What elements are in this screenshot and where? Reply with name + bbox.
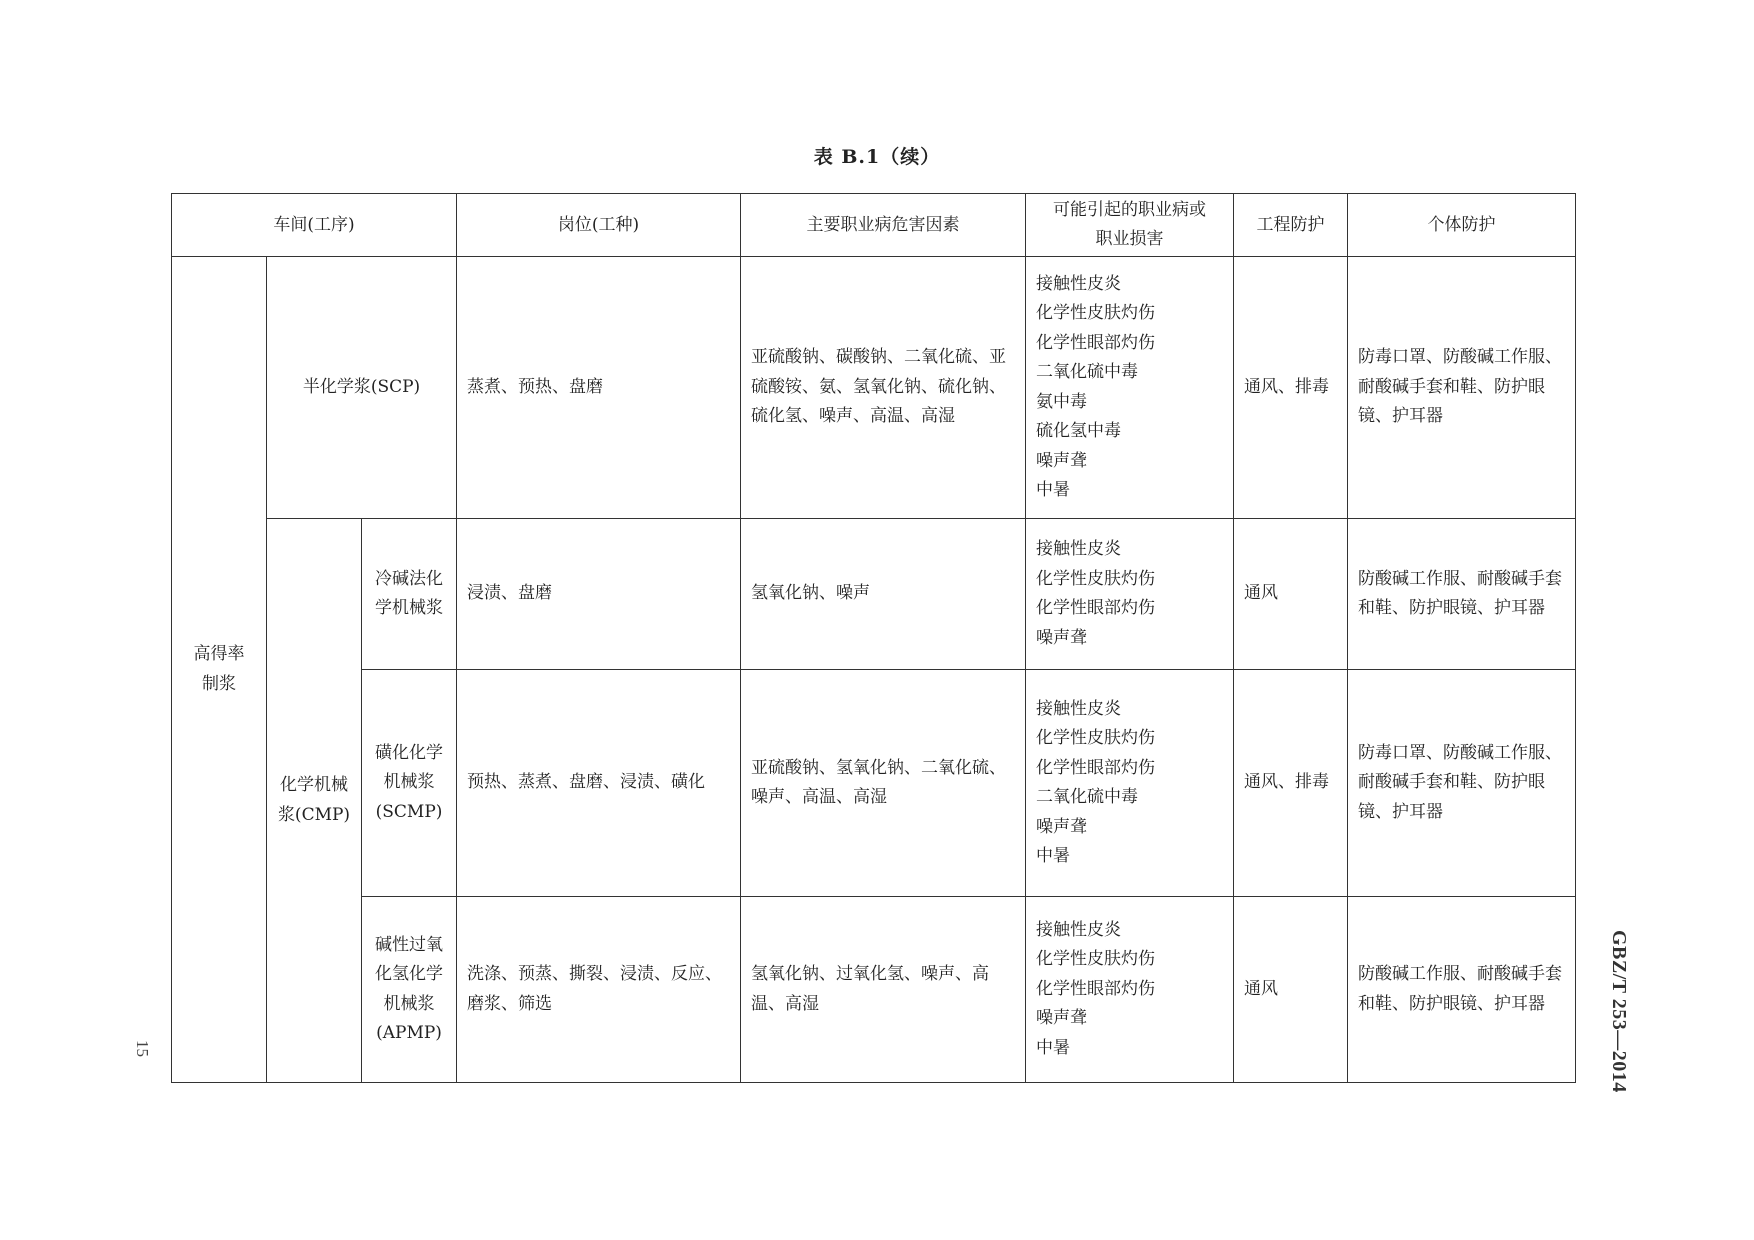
cell-personal-scmp: 防毒口罩、防酸碱工作服、耐酸碱手套和鞋、防护眼镜、护耳器 <box>1348 670 1576 897</box>
cell-workshop-scp: 半化学浆(SCP) <box>267 257 457 519</box>
cell-subprocess-apmp <box>362 897 457 1083</box>
cell-diseases-scmp <box>1026 670 1234 897</box>
disease-item: 化学性眼部灼伤 <box>1036 598 1156 618</box>
header-diseases-line1: 可能引起的职业病或 <box>1053 200 1207 220</box>
disease-item: 氨中毒 <box>1036 391 1088 412</box>
subprocess-line: (APMP) <box>376 1023 442 1043</box>
group-high-yield-line2: 制浆 <box>202 673 236 694</box>
disease-item: 中暑 <box>1036 480 1071 500</box>
disease-item: 接触性皮炎 <box>1036 539 1122 559</box>
disease-item: 二氧化硫中毒 <box>1036 787 1139 807</box>
disease-item: 化学性眼部灼伤 <box>1036 332 1156 353</box>
cell-diseases-cold-caustic <box>1026 519 1234 670</box>
hazard-table-container <box>171 193 1575 1083</box>
cell-post-apmp: 洗涤、预蒸、撕裂、浸渍、反应、磨浆、筛选 <box>457 897 741 1083</box>
subprocess-line: 学机械浆 <box>375 598 444 618</box>
disease-item: 二氧化硫中毒 <box>1036 362 1139 382</box>
cell-post-cold-caustic: 浸渍、盘磨 <box>457 519 741 670</box>
subprocess-line: 磺化化学 <box>375 742 444 763</box>
cell-engineering-cold-caustic: 通风 <box>1234 519 1348 670</box>
header-personal: 个体防护 <box>1348 194 1576 257</box>
disease-item: 化学性皮肤灼伤 <box>1036 303 1156 323</box>
header-engineering: 工程防护 <box>1234 194 1348 257</box>
cell-factors-scp: 亚硫酸钠、碳酸钠、二氧化硫、亚硫酸铵、氨、氢氧化钠、硫化钠、硫化氢、噪声、高温、高湿 <box>741 257 1026 519</box>
cell-post-scp: 蒸煮、预热、盘磨 <box>457 257 741 519</box>
disease-item: 噪声聋 <box>1036 450 1088 471</box>
header-workshop: 车间(工序) <box>172 194 457 257</box>
group-high-yield-pulping <box>172 257 267 1083</box>
disease-item: 接触性皮炎 <box>1036 698 1122 719</box>
table-row-cold-caustic <box>172 519 1576 670</box>
cell-subprocess-cold-caustic <box>362 519 457 670</box>
header-diseases-line2: 职业损害 <box>1095 229 1164 249</box>
cell-diseases-apmp <box>1026 897 1234 1083</box>
table-title: 表 B.1（续） <box>813 146 941 168</box>
disease-item: 化学性皮肤灼伤 <box>1036 728 1156 748</box>
table-header-row <box>172 194 1576 257</box>
disease-item: 化学性皮肤灼伤 <box>1036 568 1156 589</box>
subprocess-line: 机械浆 <box>383 772 435 793</box>
cell-factors-apmp: 氢氧化钠、过氧化氢、噪声、高温、高湿 <box>741 897 1026 1083</box>
cell-diseases-scp <box>1026 257 1234 519</box>
subprocess-line: (SCMP) <box>375 801 443 822</box>
subprocess-line: 化氢化学 <box>375 964 444 984</box>
disease-item: 接触性皮炎 <box>1036 273 1122 294</box>
cell-subprocess-scmp <box>362 670 457 897</box>
cell-personal-scp: 防毒口罩、防酸碱工作服、耐酸碱手套和鞋、防护眼镜、护耳器 <box>1348 257 1576 519</box>
disease-item: 中暑 <box>1036 1037 1071 1058</box>
cell-personal-apmp: 防酸碱工作服、耐酸碱手套和鞋、防护眼镜、护耳器 <box>1348 897 1576 1083</box>
disease-item: 化学性眼部灼伤 <box>1036 757 1156 778</box>
cell-personal-cold-caustic: 防酸碱工作服、耐酸碱手套和鞋、防护眼镜、护耳器 <box>1348 519 1576 670</box>
hazard-table <box>171 193 1576 1083</box>
group-cmp <box>267 519 362 1083</box>
table-row-scmp <box>172 670 1576 897</box>
disease-item: 化学性皮肤灼伤 <box>1036 949 1156 970</box>
disease-item: 中暑 <box>1036 846 1071 866</box>
table-row-apmp <box>172 897 1576 1083</box>
standard-code: GBZ/T 253—2014 <box>1608 930 1630 1093</box>
header-factors: 主要职业病危害因素 <box>741 194 1026 257</box>
group-cmp-line2: 浆(CMP) <box>277 804 351 825</box>
cell-engineering-scmp: 通风、排毒 <box>1234 670 1348 897</box>
table-row-scp <box>172 257 1576 519</box>
group-cmp-line1: 化学机械 <box>280 775 348 795</box>
disease-item: 噪声聋 <box>1036 816 1088 837</box>
subprocess-line: 机械浆 <box>383 993 435 1014</box>
cell-post-scmp: 预热、蒸煮、盘磨、浸渍、磺化 <box>457 670 741 897</box>
subprocess-line: 碱性过氧 <box>375 934 444 955</box>
cell-factors-scmp: 亚硫酸钠、氢氧化钠、二氧化硫、噪声、高温、高湿 <box>741 670 1026 897</box>
subprocess-line: 冷碱法化 <box>375 568 444 589</box>
disease-item: 接触性皮炎 <box>1036 919 1122 940</box>
disease-item: 化学性眼部灼伤 <box>1036 978 1156 999</box>
cell-factors-cold-caustic: 氢氧化钠、噪声 <box>741 519 1026 670</box>
cell-engineering-scp: 通风、排毒 <box>1234 257 1348 519</box>
header-diseases <box>1026 194 1234 257</box>
cell-engineering-apmp: 通风 <box>1234 897 1348 1083</box>
disease-item: 硫化氢中毒 <box>1036 421 1122 441</box>
page-number: 15 <box>133 1040 152 1057</box>
disease-item: 噪声聋 <box>1036 1008 1088 1029</box>
disease-item: 噪声聋 <box>1036 627 1088 648</box>
group-high-yield-line1: 高得率 <box>193 644 245 664</box>
header-post: 岗位(工种) <box>457 194 741 257</box>
